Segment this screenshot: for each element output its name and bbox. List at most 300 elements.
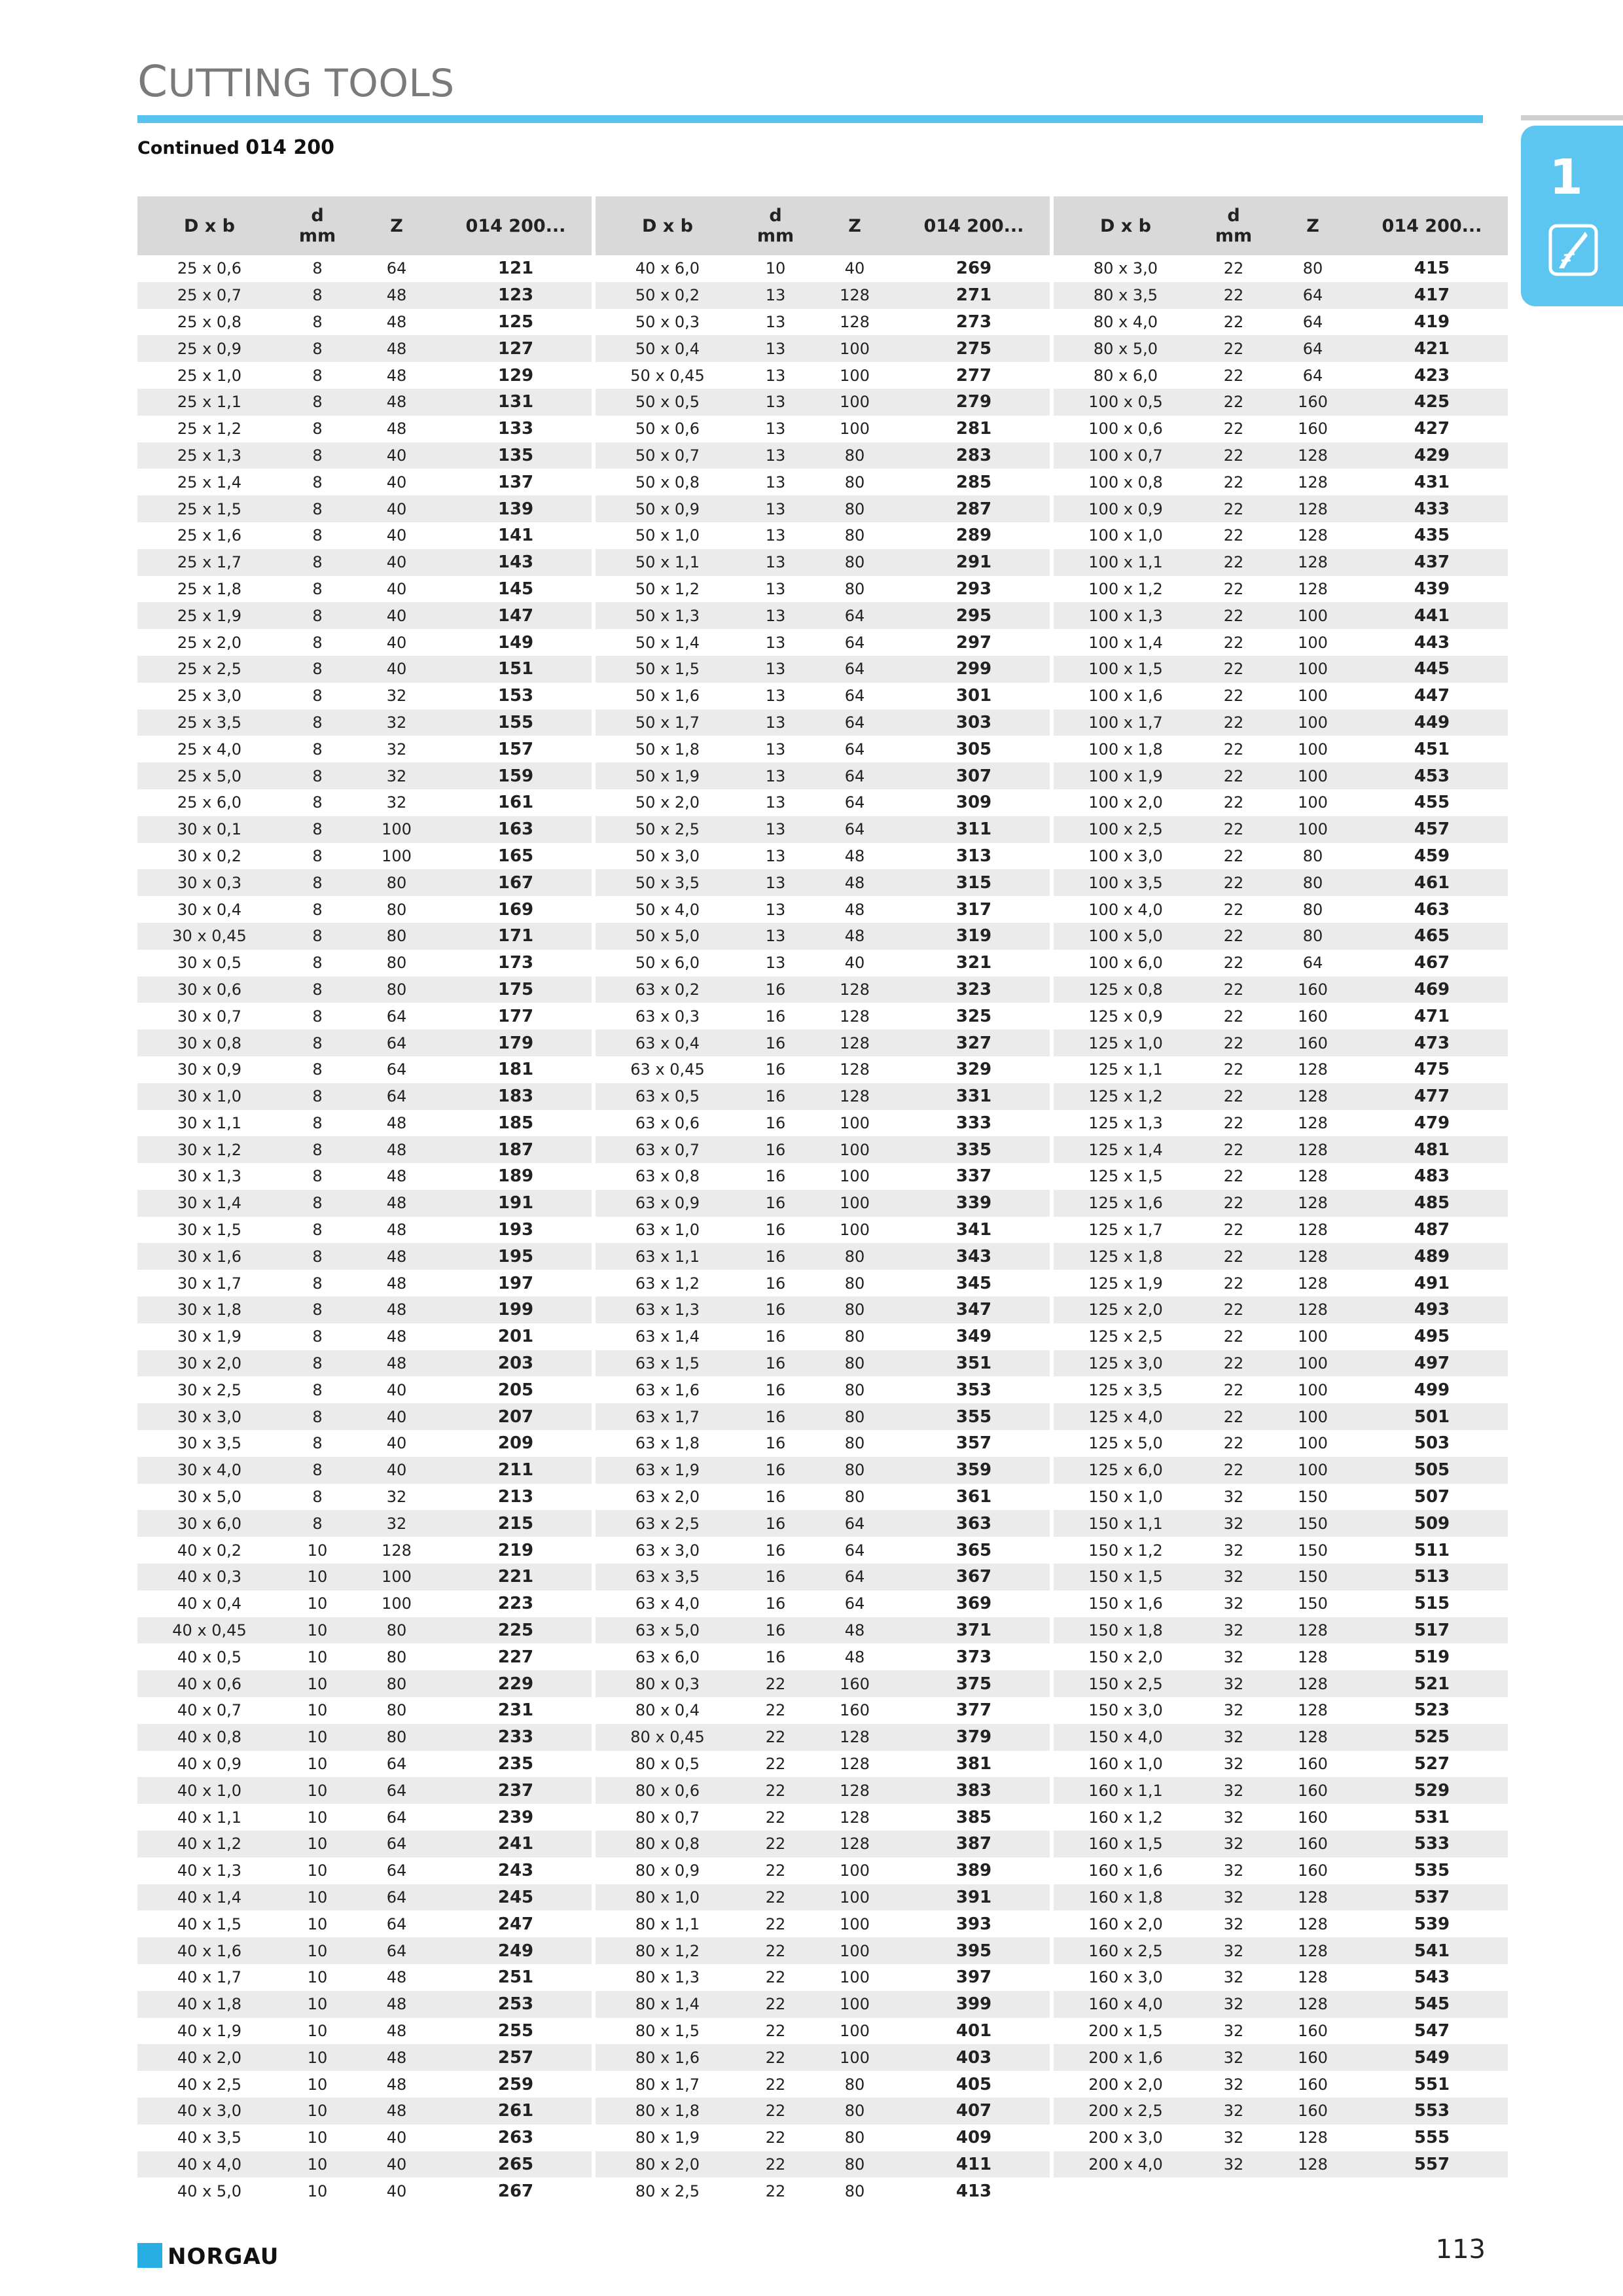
- cell-d: 22: [1223, 1274, 1244, 1293]
- cell-dxb: 63 x 0,3: [635, 1007, 700, 1026]
- cell-code: 273: [955, 312, 992, 332]
- cell-dxb: 30 x 0,45: [137, 923, 281, 950]
- cell-z: 160: [1270, 1831, 1356, 1857]
- cell-d: 10: [307, 1914, 328, 1933]
- cell-d: 22: [765, 1755, 786, 1774]
- table-row: [1054, 495, 1508, 522]
- cell-d: 13: [740, 656, 812, 683]
- cell-z: 32: [353, 762, 440, 789]
- cell-d: 32: [1198, 1991, 1270, 2018]
- cell-code: 401: [955, 2020, 992, 2041]
- table-row: [1054, 1376, 1508, 1403]
- table-row: [1054, 1056, 1508, 1083]
- cell-z: 128: [382, 1541, 412, 1560]
- cell-code: 299: [898, 656, 1050, 683]
- cell-dxb: 25 x 2,0: [177, 633, 242, 652]
- cell-z: 160: [812, 1670, 898, 1697]
- cell-code: 347: [898, 1297, 1050, 1323]
- cell-dxb: 80 x 5,0: [1054, 335, 1198, 362]
- cell-z: 64: [353, 1030, 440, 1056]
- table-row: [137, 1991, 592, 2018]
- cell-z: 80: [844, 1327, 865, 1346]
- table-row: [596, 789, 1050, 816]
- cell-dxb: 63 x 1,8: [635, 1434, 700, 1453]
- cell-d: 22: [1223, 687, 1244, 706]
- cell-dxb: 25 x 1,8: [177, 579, 242, 598]
- cell-d: 16: [765, 1060, 786, 1079]
- cell-code: 287: [898, 495, 1050, 522]
- cell-z: 48: [812, 1617, 898, 1644]
- cell-code: 557: [1356, 2151, 1508, 2178]
- cell-z: 40: [353, 602, 440, 629]
- cell-dxb: 63 x 3,5: [596, 1564, 740, 1590]
- cell-z: 64: [1270, 335, 1356, 362]
- table-row: [1054, 1724, 1508, 1751]
- table-row: [1054, 1484, 1508, 1511]
- cell-z: 128: [1270, 1243, 1356, 1270]
- table-row: [596, 683, 1050, 709]
- cell-d: 22: [1223, 793, 1244, 812]
- table-row: [137, 843, 592, 870]
- cell-code: 479: [1414, 1113, 1450, 1133]
- cell-z: 128: [1270, 1884, 1356, 1911]
- cell-code: 511: [1414, 1540, 1450, 1560]
- cell-code: 139: [440, 495, 592, 522]
- cell-code: 407: [898, 2098, 1050, 2125]
- cell-dxb: 40 x 0,4: [177, 1594, 242, 1613]
- cell-z: 128: [1298, 579, 1328, 598]
- table-row: [596, 1751, 1050, 1778]
- cell-dxb: 80 x 1,8: [596, 2098, 740, 2125]
- cell-dxb: 125 x 1,3: [1088, 1113, 1163, 1132]
- cell-dxb: 30 x 1,9: [177, 1327, 242, 1346]
- header-dxb: D x b: [596, 196, 740, 255]
- cell-dxb: 40 x 0,9: [177, 1755, 242, 1774]
- cell-z: 100: [1270, 709, 1356, 736]
- cell-code: 473: [1356, 1030, 1508, 1056]
- cell-z: 160: [1298, 1808, 1328, 1827]
- cell-d: 8: [281, 977, 353, 1003]
- table-row: [596, 255, 1050, 282]
- cell-dxb: 80 x 1,5: [635, 2021, 700, 2040]
- table-row: [137, 1857, 592, 1884]
- cell-code: 155: [440, 709, 592, 736]
- cell-code: 555: [1414, 2128, 1450, 2148]
- cell-z: 128: [1298, 1221, 1328, 1240]
- cell-dxb: 30 x 0,5: [177, 954, 242, 973]
- cell-d: 22: [1198, 442, 1270, 469]
- table-row: [1054, 683, 1508, 709]
- cell-z: 150: [1270, 1510, 1356, 1537]
- table-row: [137, 1217, 592, 1244]
- cell-code: 203: [440, 1350, 592, 1377]
- cell-code: 221: [440, 1564, 592, 1590]
- cell-dxb: 63 x 2,5: [596, 1510, 740, 1537]
- cell-dxb: 80 x 4,0: [1093, 312, 1158, 331]
- cell-z: 128: [812, 1724, 898, 1751]
- cell-dxb: 50 x 1,2: [635, 579, 700, 598]
- table-row: [596, 549, 1050, 576]
- cell-z: 128: [1298, 1167, 1328, 1186]
- cell-z: 64: [386, 1060, 407, 1079]
- table-row: [137, 602, 592, 629]
- cell-code: 393: [955, 1914, 992, 1934]
- table-row: [137, 1537, 592, 1564]
- cell-z: 100: [840, 366, 870, 385]
- table-row: [1054, 282, 1508, 309]
- cell-code: 337: [955, 1166, 992, 1187]
- cell-d: 10: [281, 1724, 353, 1751]
- cell-dxb: 40 x 0,5: [177, 1647, 242, 1666]
- cell-code: 145: [497, 579, 534, 599]
- cell-dxb: 160 x 1,5: [1054, 1831, 1198, 1857]
- cell-z: 100: [840, 2021, 870, 2040]
- cell-dxb: 40 x 1,9: [177, 2021, 242, 2040]
- page-number: 113: [1435, 2234, 1486, 2265]
- cell-z: 128: [1298, 1274, 1328, 1293]
- table-row: [1054, 1270, 1508, 1297]
- cell-d: 16: [765, 1488, 786, 1507]
- cell-code: 459: [1414, 846, 1450, 866]
- cell-code: 183: [440, 1083, 592, 1110]
- cell-dxb: 50 x 1,8: [635, 740, 700, 759]
- cell-code: 323: [898, 977, 1050, 1003]
- cell-code: 173: [497, 953, 534, 973]
- cell-d: 8: [281, 602, 353, 629]
- table-row: [596, 282, 1050, 309]
- cell-d: 22: [1198, 1297, 1270, 1323]
- cell-dxb: 25 x 1,0: [177, 366, 242, 385]
- cell-z: 64: [812, 656, 898, 683]
- cell-z: 128: [1270, 1724, 1356, 1751]
- table-row: [1054, 602, 1508, 629]
- table-row: [596, 656, 1050, 683]
- cell-code: 143: [440, 549, 592, 576]
- cell-z: 48: [353, 389, 440, 416]
- cell-dxb: 25 x 2,5: [137, 656, 281, 683]
- table-row: [596, 709, 1050, 736]
- cell-z: 80: [812, 495, 898, 522]
- cell-z: 48: [844, 1647, 865, 1666]
- cell-z: 100: [382, 846, 412, 865]
- cell-d: 8: [281, 1403, 353, 1430]
- table-row: [596, 469, 1050, 495]
- cell-z: 128: [812, 977, 898, 1003]
- cell-dxb: 100 x 1,6: [1088, 687, 1163, 706]
- side-tab-divider: [1521, 115, 1623, 120]
- cell-code: 547: [1414, 2020, 1450, 2041]
- cell-code: 549: [1356, 2044, 1508, 2071]
- table-row: [137, 1617, 592, 1644]
- cell-z: 128: [812, 1083, 898, 1110]
- cell-z: 64: [386, 1007, 407, 1026]
- cell-code: 161: [497, 793, 534, 813]
- cell-code: 261: [440, 2098, 592, 2125]
- cell-z: 128: [1298, 526, 1328, 545]
- cell-code: 483: [1414, 1166, 1450, 1187]
- cell-dxb: 50 x 6,0: [635, 954, 700, 973]
- cell-z: 80: [844, 473, 865, 492]
- table-row: [1054, 335, 1508, 362]
- cell-d: 8: [312, 1113, 323, 1132]
- cell-code: 507: [1414, 1487, 1450, 1507]
- cell-code: 551: [1414, 2074, 1450, 2094]
- cell-dxb: 30 x 1,5: [177, 1221, 242, 1240]
- cell-z: 80: [812, 1403, 898, 1430]
- cell-code: 265: [440, 2151, 592, 2178]
- cell-code: 373: [955, 1647, 992, 1667]
- cell-dxb: 125 x 5,0: [1088, 1434, 1163, 1453]
- cell-dxb: 80 x 2,0: [596, 2151, 740, 2178]
- header-z: Z: [1270, 196, 1356, 255]
- cell-code: 271: [898, 282, 1050, 309]
- cell-code: 333: [955, 1113, 992, 1133]
- cell-code: 157: [497, 739, 534, 759]
- cell-z: 160: [1270, 1030, 1356, 1056]
- cell-z: 80: [844, 579, 865, 598]
- cell-d: 22: [1223, 1060, 1244, 1079]
- cell-z: 80: [812, 1297, 898, 1323]
- cell-z: 80: [386, 954, 407, 973]
- cell-code: 255: [497, 2020, 534, 2041]
- cell-z: 80: [353, 869, 440, 896]
- cell-z: 64: [1302, 954, 1323, 973]
- cell-d: 32: [1198, 1564, 1270, 1590]
- cell-d: 16: [765, 1113, 786, 1132]
- cell-code: 499: [1414, 1380, 1450, 1400]
- cell-dxb: 125 x 0,9: [1088, 1007, 1163, 1026]
- cell-d: 16: [765, 1007, 786, 1026]
- table-row: [1054, 816, 1508, 843]
- cell-code: 545: [1356, 1991, 1508, 2018]
- cell-z: 64: [1302, 366, 1323, 385]
- cell-z: 100: [812, 389, 898, 416]
- cell-dxb: 200 x 1,5: [1088, 2021, 1163, 2040]
- cell-dxb: 100 x 4,0: [1088, 900, 1163, 919]
- cell-dxb: 150 x 1,0: [1088, 1488, 1163, 1507]
- cell-z: 80: [844, 2075, 865, 2094]
- cell-d: 10: [307, 1541, 328, 1560]
- cell-code: 319: [898, 923, 1050, 950]
- cell-z: 64: [844, 793, 865, 812]
- cell-d: 13: [740, 602, 812, 629]
- cell-d: 16: [765, 1221, 786, 1240]
- cell-dxb: 40 x 0,45: [137, 1617, 281, 1644]
- cell-d: 10: [281, 1617, 353, 1644]
- cell-z: 128: [1270, 1937, 1356, 1964]
- cell-code: 349: [955, 1327, 992, 1347]
- cell-d: 22: [1223, 473, 1244, 492]
- table-row: [596, 1857, 1050, 1884]
- cell-z: 48: [353, 282, 440, 309]
- cell-d: 10: [307, 2075, 328, 2094]
- cell-code: 493: [1356, 1297, 1508, 1323]
- cell-dxb: 160 x 1,2: [1088, 1808, 1163, 1827]
- cell-d: 8: [281, 1136, 353, 1163]
- cell-dxb: 30 x 1,8: [137, 1297, 281, 1323]
- cell-d: 13: [765, 740, 786, 759]
- cell-d: 10: [307, 1755, 328, 1774]
- cell-z: 48: [386, 2021, 407, 2040]
- table-row: [596, 1083, 1050, 1110]
- cell-d: 22: [1223, 259, 1244, 278]
- table-row: [596, 442, 1050, 469]
- cell-code: 259: [497, 2074, 534, 2094]
- table-row: [137, 1323, 592, 1350]
- cell-z: 40: [353, 2151, 440, 2178]
- cell-d: 8: [312, 1327, 323, 1346]
- table-row: [137, 282, 592, 309]
- cell-dxb: 150 x 3,0: [1088, 1701, 1163, 1720]
- cell-z: 100: [1298, 793, 1328, 812]
- cell-code: 309: [955, 793, 992, 813]
- cell-dxb: 25 x 0,6: [177, 259, 242, 278]
- cell-d: 32: [1198, 2151, 1270, 2178]
- cell-dxb: 200 x 3,0: [1088, 2128, 1163, 2147]
- cell-code: 485: [1356, 1190, 1508, 1217]
- table-row: [596, 762, 1050, 789]
- cell-d: 22: [740, 1884, 812, 1911]
- cell-d: 10: [307, 2021, 328, 2040]
- cell-dxb: 63 x 1,5: [596, 1350, 740, 1377]
- cell-z: 128: [1270, 1617, 1356, 1644]
- cell-code: 419: [1414, 312, 1450, 332]
- cell-code: 383: [898, 1777, 1050, 1804]
- cell-z: 40: [386, 473, 407, 492]
- cell-d: 13: [740, 816, 812, 843]
- cell-d: 32: [1198, 1510, 1270, 1537]
- table-row: [1054, 2098, 1508, 2125]
- cell-z: 128: [1270, 2151, 1356, 2178]
- cell-d: 32: [1198, 1937, 1270, 1964]
- table-row: [1054, 1003, 1508, 1030]
- cell-code: 471: [1414, 1006, 1450, 1026]
- cell-d: 8: [312, 1007, 323, 1026]
- table-row: [137, 1403, 592, 1430]
- cell-z: 128: [1298, 1968, 1328, 1987]
- cell-d: 32: [1223, 1808, 1244, 1827]
- cell-dxb: 80 x 2,5: [635, 2181, 700, 2200]
- cell-z: 48: [353, 1136, 440, 1163]
- cell-z: 80: [844, 1380, 865, 1399]
- cell-dxb: 150 x 1,2: [1088, 1541, 1163, 1560]
- cell-code: 247: [497, 1914, 534, 1934]
- cell-d: 16: [765, 1541, 786, 1560]
- cell-code: 301: [955, 686, 992, 706]
- cell-dxb: 125 x 1,2: [1054, 1083, 1198, 1110]
- cell-dxb: 40 x 3,0: [137, 2098, 281, 2125]
- cell-d: 16: [740, 1510, 812, 1537]
- cell-dxb: 100 x 1,5: [1054, 656, 1198, 683]
- cell-d: 22: [765, 1861, 786, 1880]
- cell-dxb: 63 x 1,6: [635, 1380, 700, 1399]
- cell-code: 275: [898, 335, 1050, 362]
- cell-code: 233: [440, 1724, 592, 1751]
- table-row: [596, 1323, 1050, 1350]
- cell-z: 40: [386, 579, 407, 598]
- cell-d: 32: [1223, 1755, 1244, 1774]
- cell-dxb: 50 x 2,0: [635, 793, 700, 812]
- cell-code: 165: [497, 846, 534, 866]
- cell-z: 80: [812, 1350, 898, 1377]
- cell-code: 219: [497, 1540, 534, 1560]
- table-row: [596, 1831, 1050, 1857]
- table-row: [1054, 2125, 1508, 2151]
- cell-d: 22: [740, 1831, 812, 1857]
- table-row: [1054, 1564, 1508, 1590]
- cell-code: 517: [1356, 1617, 1508, 1644]
- cell-d: 8: [312, 312, 323, 331]
- cell-code: 127: [440, 335, 592, 362]
- header-code: 014 200...: [1356, 196, 1508, 255]
- cell-z: 160: [1298, 2075, 1328, 2094]
- cell-z: 100: [1270, 1457, 1356, 1484]
- cell-z: 40: [844, 954, 865, 973]
- table-row: [1054, 1643, 1508, 1670]
- cell-d: 8: [281, 1083, 353, 1110]
- cell-d: 22: [1198, 1136, 1270, 1163]
- cell-z: 32: [386, 740, 407, 759]
- cell-dxb: 50 x 4,0: [635, 900, 700, 919]
- cell-code: 293: [955, 579, 992, 599]
- table-row: [596, 1297, 1050, 1323]
- cell-code: 227: [497, 1647, 534, 1667]
- cell-d: 10: [765, 259, 786, 278]
- cell-code: 435: [1414, 526, 1450, 546]
- cell-d: 8: [312, 366, 323, 385]
- cell-dxb: 125 x 1,4: [1054, 1136, 1198, 1163]
- cell-z: 100: [1298, 687, 1328, 706]
- table-row: [137, 576, 592, 603]
- table-row: [1054, 1751, 1508, 1778]
- cell-code: 133: [497, 419, 534, 439]
- cell-dxb: 40 x 1,8: [137, 1991, 281, 2018]
- table-row: [596, 2018, 1050, 2045]
- cell-d: 8: [281, 709, 353, 736]
- chapter-number: 1: [1549, 149, 1583, 206]
- cell-z: 48: [844, 846, 865, 865]
- cell-z: 48: [386, 366, 407, 385]
- cell-dxb: 30 x 2,0: [137, 1350, 281, 1377]
- cell-d: 32: [1198, 1617, 1270, 1644]
- cell-d: 32: [1223, 1488, 1244, 1507]
- cell-dxb: 125 x 1,9: [1088, 1274, 1163, 1293]
- header-code: 014 200...: [440, 196, 592, 255]
- cell-dxb: 30 x 1,2: [137, 1136, 281, 1163]
- table-row: [137, 309, 592, 336]
- cell-dxb: 50 x 0,3: [635, 312, 700, 331]
- cell-code: 149: [497, 632, 534, 653]
- cell-z: 128: [1270, 1136, 1356, 1163]
- table-row: [596, 2071, 1050, 2098]
- cell-d: 32: [1223, 1701, 1244, 1720]
- cell-z: 80: [1270, 923, 1356, 950]
- cell-z: 128: [840, 312, 870, 331]
- cell-z: 128: [1270, 549, 1356, 576]
- chapter-tab[interactable]: [1521, 126, 1623, 306]
- cell-z: 100: [840, 420, 870, 439]
- cell-d: 32: [1198, 1724, 1270, 1751]
- cell-dxb: 80 x 1,4: [596, 1991, 740, 2018]
- cell-code: 351: [898, 1350, 1050, 1377]
- cell-z: 48: [386, 2075, 407, 2094]
- table-row: [1054, 1831, 1508, 1857]
- cell-d: 10: [281, 1564, 353, 1590]
- cell-d: 8: [312, 579, 323, 598]
- cell-z: 64: [812, 816, 898, 843]
- cell-d: 8: [281, 442, 353, 469]
- cell-code: 315: [898, 869, 1050, 896]
